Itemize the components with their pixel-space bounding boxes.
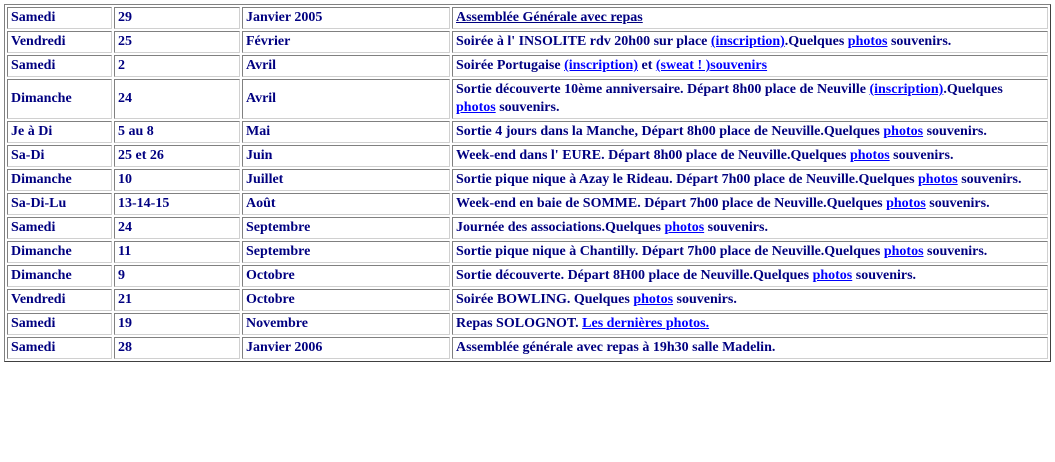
day-cell: Samedi (7, 337, 112, 359)
month-cell: Février (242, 31, 450, 53)
table-row (7, 55, 1048, 77)
date-cell: 28 (114, 337, 240, 359)
event-text: Sortie pique nique à Azay le Rideau. Départ 7h00 place de Neuville.Quelques (456, 172, 919, 187)
event-link[interactable]: photos (633, 292, 674, 307)
table-row (7, 313, 1048, 335)
day-cell: Sa-Di (7, 145, 112, 167)
event-text: souvenirs. (889, 148, 954, 163)
table-row (7, 265, 1048, 287)
event-text: souvenirs. (923, 244, 988, 259)
table-row (7, 169, 1048, 191)
day-cell: Samedi (7, 313, 112, 335)
table-row (7, 193, 1048, 215)
date-cell: 10 (114, 169, 240, 191)
date-cell: 24 (114, 79, 240, 119)
event-link[interactable]: Assemblée Générale avec repas (456, 10, 643, 25)
month-cell: Avril (242, 55, 450, 77)
description-cell (452, 241, 1048, 263)
event-link[interactable]: souvenirs (710, 58, 768, 73)
date-cell: 24 (114, 217, 240, 239)
event-link[interactable]: (inscription) (564, 58, 638, 73)
description-cell (452, 79, 1048, 119)
description-cell (452, 217, 1048, 239)
event-text: Sortie pique nique à Chantilly. Départ 7h00 place de Neuville.Quelques (456, 244, 884, 259)
description-cell (452, 55, 1048, 77)
day-cell: Je à Di (7, 121, 112, 143)
day-cell: Samedi (7, 55, 112, 77)
date-cell: 13-14-15 (114, 193, 240, 215)
event-link[interactable]: Les dernières photos. (582, 316, 710, 331)
event-text: .Quelques (784, 34, 848, 49)
date-cell: 29 (114, 7, 240, 29)
event-text: souvenirs. (495, 100, 560, 115)
event-text: Week-end en baie de SOMME. Départ 7h00 place de Neuville.Quelques (456, 196, 887, 211)
event-text: souvenirs. (887, 34, 952, 49)
date-cell: 25 (114, 31, 240, 53)
events-table (4, 4, 1051, 362)
table-row (7, 337, 1048, 359)
description-cell (452, 169, 1048, 191)
description-cell (452, 193, 1048, 215)
month-cell: Avril (242, 79, 450, 119)
month-cell: Août (242, 193, 450, 215)
date-cell: 2 (114, 55, 240, 77)
event-text: Week-end dans l' EURE. Départ 8h00 place de Neuville.Quelques (456, 148, 850, 163)
event-text: Repas SOLOGNOT. (456, 316, 583, 331)
date-cell: 11 (114, 241, 240, 263)
description-cell (452, 31, 1048, 53)
date-cell: 9 (114, 265, 240, 287)
day-cell: Dimanche (7, 79, 112, 119)
table-row (7, 217, 1048, 239)
event-link[interactable]: photos (918, 172, 958, 187)
event-link[interactable]: photos (664, 220, 705, 235)
description-cell (452, 145, 1048, 167)
month-cell: Janvier 2006 (242, 337, 450, 359)
day-cell: Dimanche (7, 169, 112, 191)
date-cell: 21 (114, 289, 240, 311)
date-cell: 25 et 26 (114, 145, 240, 167)
event-link[interactable]: photos (812, 268, 853, 283)
month-cell: Juin (242, 145, 450, 167)
table-row (7, 79, 1048, 119)
event-link[interactable]: (sweat ! ) (655, 58, 711, 73)
description-cell (452, 121, 1048, 143)
event-text: souvenirs. (925, 196, 990, 211)
event-text: Journée des associations.Quelques (456, 220, 665, 235)
event-text: Soirée Portugaise (456, 58, 565, 73)
day-cell: Samedi (7, 217, 112, 239)
event-text: Sortie découverte 10ème anniversaire. Départ 8h00 place de Neuville (456, 82, 870, 97)
month-cell: Juillet (242, 169, 450, 191)
description-cell (452, 337, 1048, 359)
event-text: .Quelques (943, 82, 1003, 97)
day-cell: Dimanche (7, 265, 112, 287)
month-cell: Septembre (242, 241, 450, 263)
table-row (7, 289, 1048, 311)
event-link[interactable]: photos (886, 196, 926, 211)
event-text: et (637, 58, 656, 73)
event-text: souvenirs. (704, 220, 768, 235)
events-table-body (7, 7, 1048, 359)
event-text: souvenirs. (673, 292, 737, 307)
event-link[interactable]: photos (456, 100, 496, 115)
day-cell: Vendredi (7, 31, 112, 53)
table-row (7, 7, 1048, 29)
table-row (7, 121, 1048, 143)
description-cell (452, 313, 1048, 335)
event-text: souvenirs. (923, 124, 987, 139)
description-cell (452, 7, 1048, 29)
event-link[interactable]: (inscription) (869, 82, 944, 97)
day-cell: Samedi (7, 7, 112, 29)
table-row (7, 145, 1048, 167)
description-cell (452, 265, 1048, 287)
event-text: Soirée à l' INSOLITE rdv 20h00 sur place (456, 34, 711, 49)
date-cell: 19 (114, 313, 240, 335)
event-text: souvenirs. (852, 268, 917, 283)
month-cell: Septembre (242, 217, 450, 239)
table-row (7, 31, 1048, 53)
event-link[interactable]: photos (883, 124, 924, 139)
month-cell: Octobre (242, 289, 450, 311)
event-link[interactable]: (inscription) (710, 34, 785, 49)
event-link[interactable]: photos (847, 34, 888, 49)
month-cell: Janvier 2005 (242, 7, 450, 29)
event-text: Assemblée générale avec repas à 19h30 salle Madelin. (456, 340, 776, 355)
event-link[interactable]: photos (883, 244, 924, 259)
description-cell (452, 289, 1048, 311)
event-text: Sortie découverte. Départ 8H00 place de Neuville.Quelques (456, 268, 813, 283)
day-cell: Dimanche (7, 241, 112, 263)
table-row (7, 241, 1048, 263)
day-cell: Vendredi (7, 289, 112, 311)
month-cell: Novembre (242, 313, 450, 335)
date-cell: 5 au 8 (114, 121, 240, 143)
event-text: souvenirs. (957, 172, 1022, 187)
event-link[interactable]: photos (849, 148, 890, 163)
event-text: Sortie 4 jours dans la Manche, Départ 8h00 place de Neuville.Quelques (456, 124, 884, 139)
month-cell: Mai (242, 121, 450, 143)
month-cell: Octobre (242, 265, 450, 287)
day-cell: Sa-Di-Lu (7, 193, 112, 215)
event-text: Soirée BOWLING. Quelques (456, 292, 634, 307)
